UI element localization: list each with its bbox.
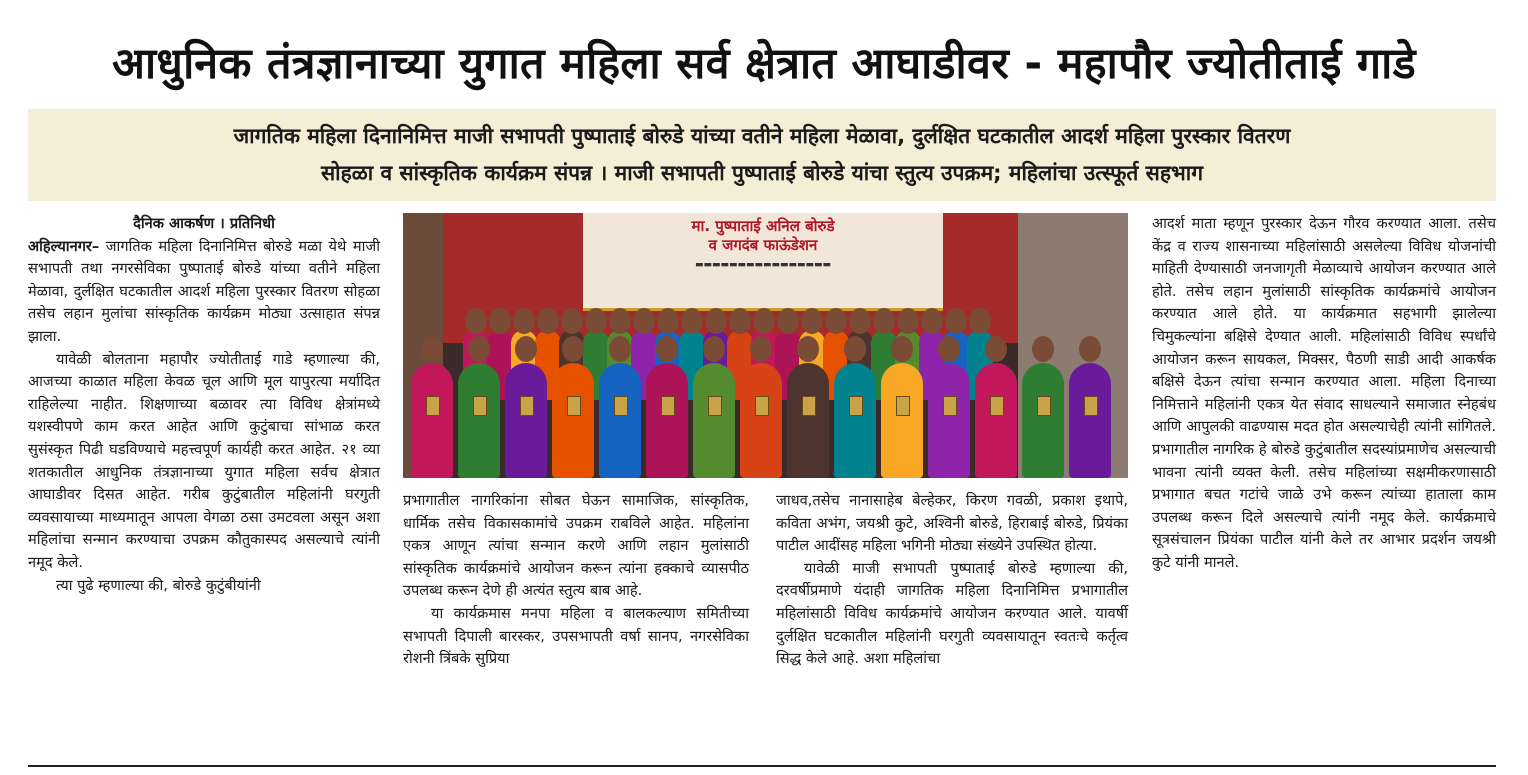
photo-person-head	[633, 308, 655, 334]
photo-person	[411, 363, 453, 478]
article-column-1	[28, 213, 380, 597]
photo-person	[928, 363, 970, 478]
photo-person	[552, 363, 594, 478]
award-plaque	[755, 396, 769, 416]
article-paragraph: यावेळी बोलताना महापौर ज्योतीताई गाडे म्हणाल्या की, आजच्या काळात महिला केवळ चूल आणि मूल यापुरत्या मर्यादित राहिलेल्या नाहीत. शिक्षणाच्या बळावर त्या विविध क्षेत्रांमध्ये यशस्वीपणे काम करत आहेत आणि कुटुंबाचा सांभाळ करत सुसंस्कृत पिढी घडविण्याचे महत्त्वपूर्ण कार्यही करत आहेत. २१ व्या शतकातील आधुनिक तंत्रज्ञानाच्या युगात महिला सर्वच क्षेत्रात आघाडीवर दिसत आहेत. गरीब कुटुंबातील महिलांनी घरगुती व्यवसायाच्या माध्यमातून आपला वेगळा ठसा उमटवला असून अशा महिलांचा सन्मान करण्याचा उपक्रम कौतुकास्पद असल्याचे त्यांनी नमूद केले.	[28, 350, 380, 571]
photo-person	[505, 363, 547, 478]
photo-banner	[583, 213, 943, 311]
photo-person-head	[873, 308, 895, 334]
photo-person-head	[585, 308, 607, 334]
article-paragraph: त्या पुढे म्हणाल्या की, बोरुडे कुटुंबीयांनी	[56, 576, 261, 594]
photo-person	[693, 363, 735, 478]
award-plaque	[1037, 396, 1051, 416]
award-plaque	[849, 396, 863, 416]
photo-banner-detail: ▬▬▬▬▬▬▬▬▬▬▬▬▬▬▬▬	[694, 260, 832, 270]
photo-person-head	[897, 308, 919, 334]
award-plaque	[614, 396, 628, 416]
subheadline-box	[28, 109, 1496, 201]
event-photo	[403, 213, 1128, 478]
photo-person-head	[421, 336, 443, 362]
award-plaque	[943, 396, 957, 416]
photo-person-head	[489, 308, 511, 334]
photo-person-head	[797, 336, 819, 362]
photo-person-head	[777, 308, 799, 334]
photo-person-head	[657, 308, 679, 334]
article-paragraph: या कार्यक्रमास मनपा महिला व बालकल्याण समितीच्या सभापती दिपाली बारस्कर, उपसभापती वर्षा सानप, नगरसेविका रोशनी त्रिंबके सुप्रिया	[403, 604, 749, 668]
photo-banner-line-1: मा. पुष्पाताई अनिल बोरुडे	[691, 217, 835, 235]
photo-person-head	[561, 308, 583, 334]
photo-person-head	[938, 336, 960, 362]
award-plaque	[990, 396, 1004, 416]
photo-person-head	[705, 308, 727, 334]
award-plaque	[473, 396, 487, 416]
photo-banner-line-2: व जगदंब फाऊंडेशन	[708, 236, 818, 254]
photo-person-head	[985, 336, 1007, 362]
photo-person	[881, 363, 923, 478]
byline: दैनिक आकर्षण । प्रतिनिधी	[133, 215, 275, 232]
subheadline-line-1: जागतिक महिला दिनानिमित्त माजी सभापती पुष्पाताई बोरुडे यांच्या वतीने महिला मेळावा, दुर्लक्षित घटकातील आदर्श महिला पुरस्कार वितरण	[233, 124, 1291, 148]
award-plaque	[802, 396, 816, 416]
photo-person-head	[537, 308, 559, 334]
photo-person-head	[969, 308, 991, 334]
article-column-3	[776, 490, 1128, 671]
article-paragraph: यावेळी माजी सभापती पुष्पाताई बोरुडे म्हणाल्या की, दरवर्षीप्रमाणे यंदाही जागतिक महिला दिनानिमित्त प्रभागातील महिलांसाठी विविध कार्यक्रमांचे आयोजन करण्यात आले. यावर्षी दुर्लक्षित घटकातील महिलांनी घरगुती व्यवसायातून स्वतःचे कर्तृत्व सिद्ध केले आहे. अशा महिलांचा	[776, 559, 1128, 668]
photo-person	[646, 363, 688, 478]
photo-person-head	[656, 336, 678, 362]
photo-person	[787, 363, 829, 478]
article-column-4	[1152, 213, 1496, 575]
photo-person-head	[609, 308, 631, 334]
photo-person	[458, 363, 500, 478]
award-plaque	[567, 396, 581, 416]
photo-person-head	[891, 336, 913, 362]
photo-person-head	[609, 336, 631, 362]
article-paragraph-text: जागतिक महिला दिनानिमित्त बोरुडे मळा येथे माजी सभापती तथा नगरसेविका पुष्पाताई बोरुडे यांच्या वतीने महिला मेळावा, दुर्लक्षित घटकातील आदर्श महिला पुरस्कार वितरण सोहळा तसेच लहान मुलांचा सांस्कृतिक कार्यक्रम मोठ्या उत्साहात संपन्न झाला.	[28, 237, 380, 345]
photo-person-head	[729, 308, 751, 334]
photo-person	[834, 363, 876, 478]
photo-person-head	[1079, 336, 1101, 362]
photo-person-head	[825, 308, 847, 334]
photo-person-head	[1032, 336, 1054, 362]
photo-person-head	[849, 308, 871, 334]
award-plaque	[661, 396, 675, 416]
photo-person-head	[515, 336, 537, 362]
photo-person	[599, 363, 641, 478]
bottom-rule	[28, 765, 1496, 767]
photo-person-head	[703, 336, 725, 362]
photo-person-head	[921, 308, 943, 334]
award-plaque	[520, 396, 534, 416]
award-plaque	[1084, 396, 1098, 416]
photo-person-head	[753, 308, 775, 334]
photo-person-head	[844, 336, 866, 362]
photo-person-head	[750, 336, 772, 362]
photo-person-head	[465, 308, 487, 334]
photo-person-head	[562, 336, 584, 362]
photo-person-head	[513, 308, 535, 334]
subheadline-line-2: सोहळा व सांस्कृतिक कार्यक्रम संपन्न । माजी सभापती पुष्पाताई बोरुडे यांचा स्तुत्य उपक्रम; महिलांचा उत्स्फूर्त सहभाग	[320, 161, 1204, 185]
dateline-place: अहिल्यानगर–	[28, 237, 100, 255]
article-paragraph: प्रभागातील नागरिकांना सोबत घेऊन सामाजिक, सांस्कृतिक, धार्मिक तसेच विकासकामांचे उपक्रम राबविले आहेत. महिलांना एकत्र आणून त्यांचा सन्मान करणे आणि लहान मुलांसाठी सांस्कृतिक कार्यक्रमांचे आयोजन करून त्यांना हक्काचे व्यासपीठ उपलब्ध करून देणे ही अत्यंत स्तुत्य बाब आहे.	[403, 492, 749, 600]
photo-person-head	[945, 308, 967, 334]
photo-person-head	[681, 308, 703, 334]
photo-person	[1069, 363, 1111, 478]
article-paragraph	[28, 236, 380, 349]
article-paragraph: जाधव,तसेच नानासाहेब बेल्हेकर, किरण गवळी, प्रकाश इथापे, कविता अभंग, जयश्री कुटे, अश्विनी बोरुडे, हिराबाई बोरुडे, प्रियंका पाटील आदींसह महिला भगिनी मोठ्या संख्येने उपस्थित होत्या.	[776, 492, 1128, 555]
article-column-2	[403, 490, 749, 671]
headline: आधुनिक तंत्रज्ञानाच्या युगात महिला सर्व क्षेत्रात आघाडीवर - महापौर ज्योतीताई गाडे	[112, 39, 1416, 89]
award-plaque	[426, 396, 440, 416]
photo-crowd	[403, 308, 1128, 478]
photo-person-head	[801, 308, 823, 334]
award-plaque	[708, 396, 722, 416]
award-plaque	[896, 396, 910, 416]
photo-person	[740, 363, 782, 478]
photo-person	[975, 363, 1017, 478]
article-paragraph: आदर्श माता म्हणून पुरस्कार देऊन गौरव करण्यात आला. तसेच केंद्र व राज्य शासनाच्या महिलांसाठी असलेल्या विविध योजनांची माहिती देण्यासाठी जनजागृती मेळाव्याचे आयोजन करण्यात आले होते. तसेच लहान मुलांसाठी सांस्कृतिक कार्यक्रमांचे आयोजन करण्यात आले होते. या कार्यक्रमात सहभागी झालेल्या चिमुकल्यांना बक्षिसे देण्यात आली. महिलांसाठी विविध स्पर्धांचे आयोजन करून सायकल, मिक्सर, पैठणी साडी आदी आकर्षक बक्षिसे देऊन त्यांचा सन्मान करण्यात आला. महिला दिनाच्या निमित्ताने महिलांनी एकत्र येत संवाद साधल्याने समाजात स्नेहबंध आणि आपुलकी वाढण्यास मदत होत असल्याचेही त्यांनी सांगितले. प्रभागातील नागरिक हे बोरुडे कुटुंबातील सदस्यांप्रमाणेच असल्याची भावना त्यांनी व्यक्त केली. तसेच महिलांच्या सक्षमीकरणासाठी प्रभागात बचत गटांचे जाळे उभे करून त्यांच्या हाताला काम उपलब्ध करून दिले असल्याचे त्यांनी नमूद केले. कार्यक्रमाचे सूत्रसंचालन प्रियंका पाटील यांनी केले तर आभार प्रदर्शन जयश्री कुटे यांनी मानले.	[1152, 215, 1496, 571]
photo-person-head	[468, 336, 490, 362]
photo-person	[1022, 363, 1064, 478]
